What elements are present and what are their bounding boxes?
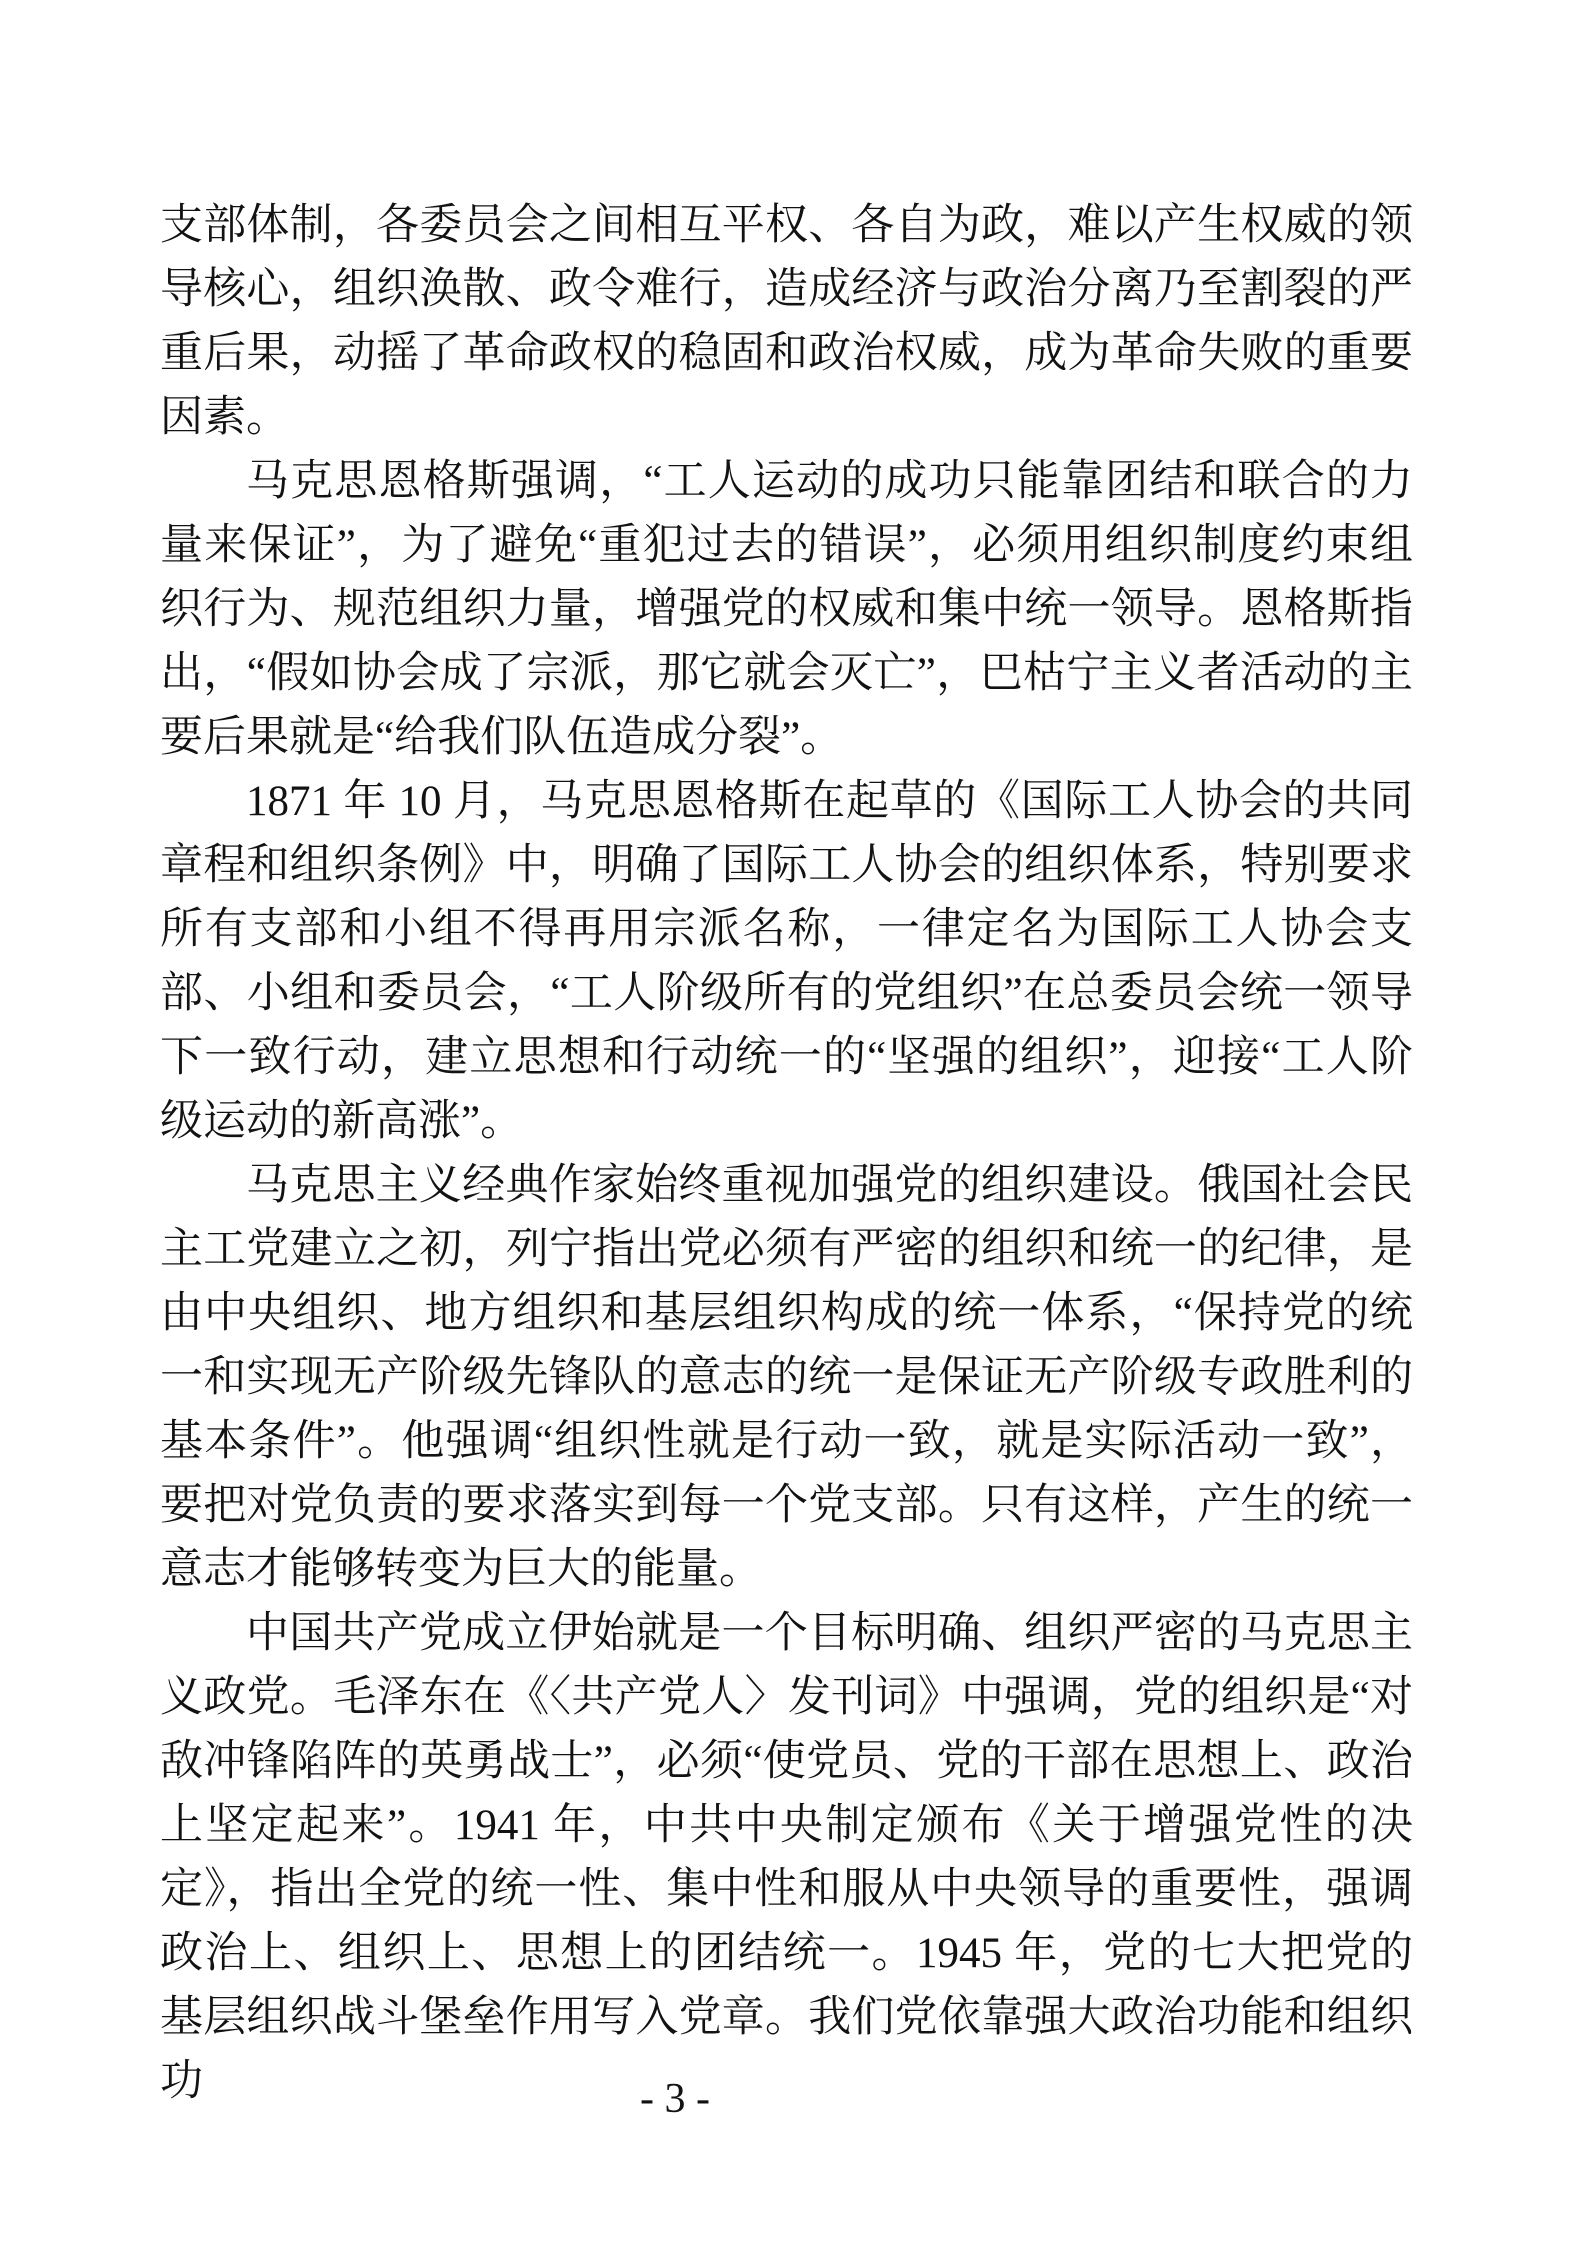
paragraph-3: 1871 年 10 月，马克思恩格斯在起草的《国际工人协会的共同章程和组织条例》中，明确了国际工人协会的组织体系，特别要求所有支部和小组不得再用宗派名称，一律定名为国际工人协会支部、小组和委员会，“工人阶级所有的党组织”在总委员会统一领导下一致行动，建立思想和行动统一的“坚强的组织”，迎接“工人阶级运动的新高涨”。 <box>160 778 1413 1145</box>
paragraph-5: 中国共产党成立伊始就是一个目标明确、组织严密的马克思主义政党。毛泽东在《〈共产党人〉发刊词》中强调，党的组织是“对敌冲锋陷阵的英勇战士”，必须“使党员、党的干部在思想上、政治上坚定起来”。1941 年，中共中央制定颁布《关于增强党性的决定》，指出全党的统一性、集中性和服从中央领导的重要性，强调政治上、组织上、思想上的团结统一。1945 年，党的七大把党的基层组织战斗堡垒作用写入党章。我们党依靠强大政治功能和组织功 <box>160 1610 1413 2105</box>
paragraph-1: 支部体制，各委员会之间相互平权、各自为政，难以产生权威的领导核心，组织涣散、政令难行，造成经济与政治分离乃至割裂的严重后果，动摇了革命政权的稳固和政治权威，成为革命失败的重要因素。 <box>160 202 1413 441</box>
paragraph-2: 马克思恩格斯强调，“工人运动的成功只能靠团结和联合的力量来保证”，为了避免“重犯过去的错误”，必须用组织制度约束组织行为、规范组织力量，增强党的权威和集中统一领导。恩格斯指出，“假如协会成了宗派，那它就会灭亡”，巴枯宁主义者活动的主要后果就是“给我们队伍造成分裂”。 <box>160 458 1413 761</box>
page-number: - 3 - <box>640 2076 710 2122</box>
paragraph-4: 马克思主义经典作家始终重视加强党的组织建设。俄国社会民主工党建立之初，列宁指出党必须有严密的组织和统一的纪律，是由中央组织、地方组织和基层组织构成的统一体系，“保持党的统一和实现无产阶级先锋队的意志的统一是保证无产阶级专政胜利的基本条件”。他强调“组织性就是行动一致，就是实际活动一致”，要把对党负责的要求落实到每一个党支部。只有这样，产生的统一意志才能够转变为巨大的能量。 <box>160 1162 1413 1593</box>
body-text <box>160 194 1413 2114</box>
